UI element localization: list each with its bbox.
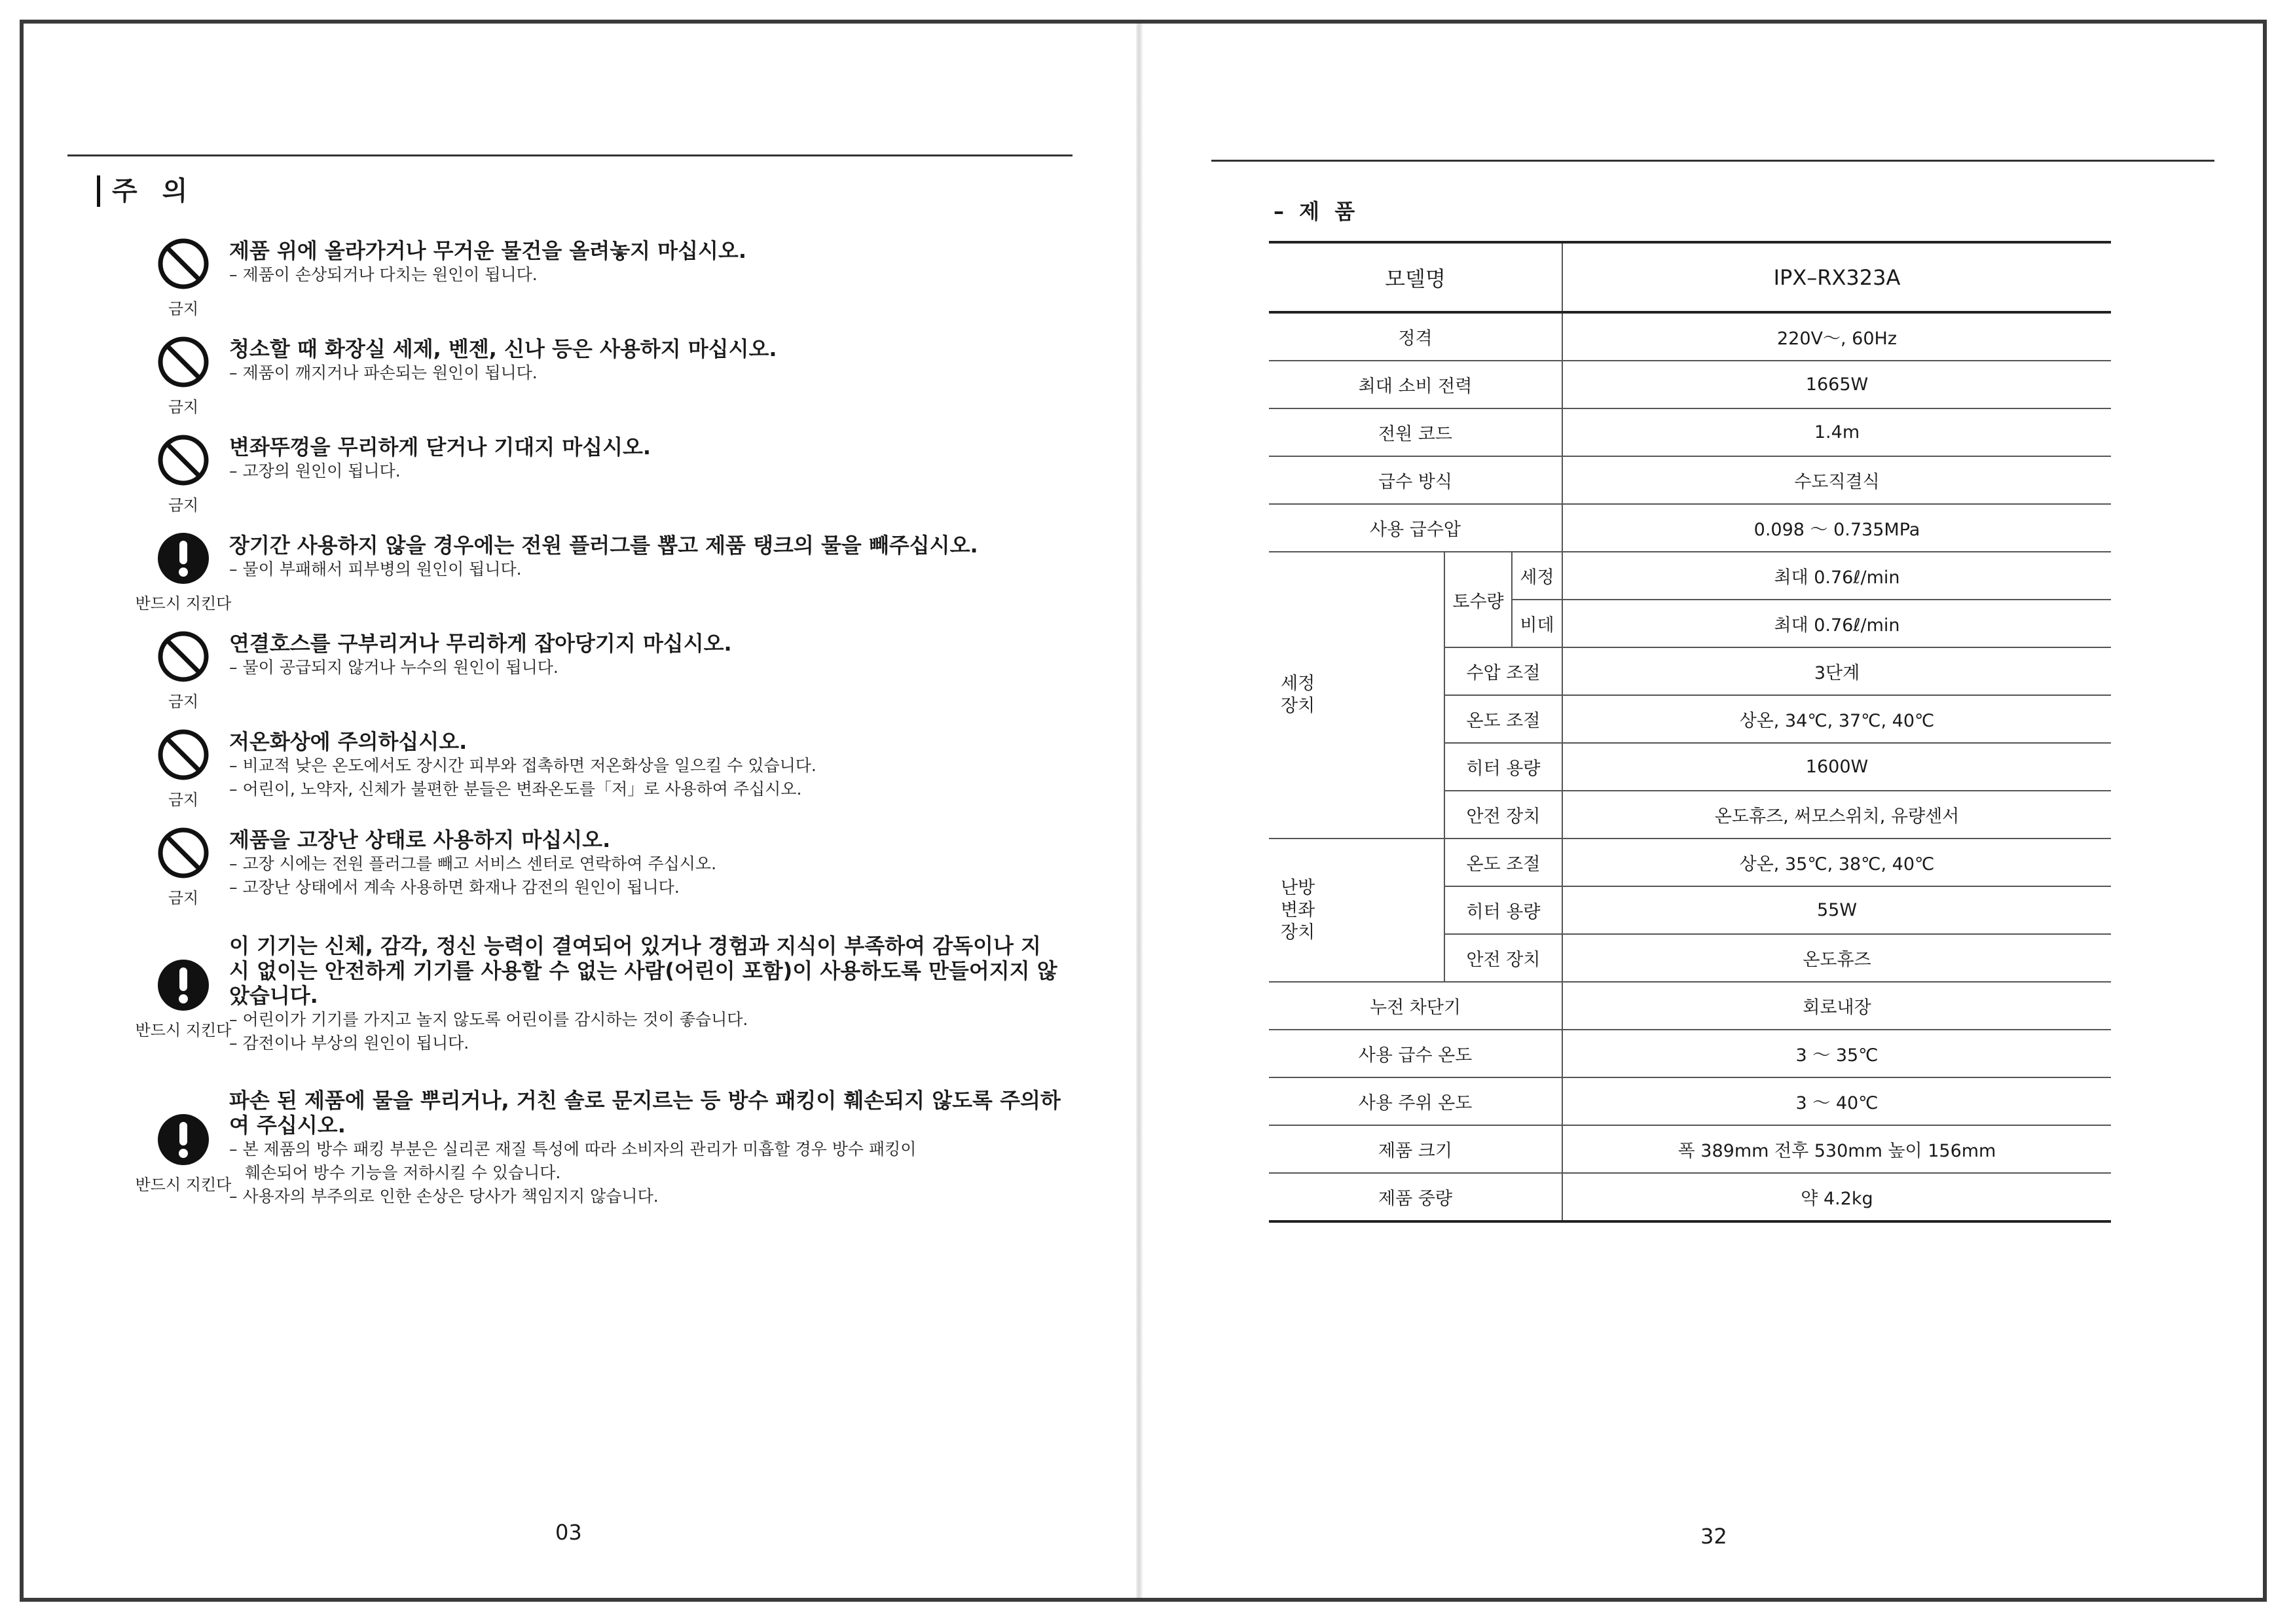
symbol-label: 금지	[168, 889, 199, 907]
left-top-rule	[67, 154, 1073, 156]
warning-detail: – 제품이 깨지거나 파손되는 원인이 됩니다.	[229, 363, 538, 382]
spec-label: 전원 코드	[1269, 408, 1562, 456]
spec-label: 사용 급수 온도	[1269, 1030, 1562, 1077]
spec-label: 안전 장치	[1444, 791, 1562, 839]
table-row	[1269, 839, 2111, 886]
prohibited-icon	[131, 433, 236, 487]
warning-heading: 청소할 때 화장실 세제, 벤젠, 신나 등은 사용하지 마십시오.	[229, 336, 777, 361]
spec-label: 사용 주위 온도	[1269, 1077, 1562, 1125]
warning-text	[229, 1088, 1061, 1208]
warning-symbol	[131, 958, 236, 1040]
warning-text	[229, 827, 1061, 899]
spec-label: 수압 조절	[1444, 647, 1562, 695]
spec-label: 히터 용량	[1444, 743, 1562, 791]
warning-text	[229, 336, 1061, 385]
spec-value: 상온, 34℃, 37℃, 40℃	[1562, 695, 2111, 743]
spec-label: 누전 차단기	[1269, 982, 1562, 1030]
warning-heading: 변좌뚜껑을 무리하게 닫거나 기대지 마십시오.	[229, 435, 651, 460]
spec-value: 온도휴즈, 써모스위치, 유량센서	[1562, 791, 2111, 839]
spec-label: 비데	[1512, 600, 1562, 647]
warning-detail: – 감전이나 부상의 원인이 됩니다.	[229, 1034, 469, 1053]
warning-detail: – 물이 부패해서 피부병의 원인이 됩니다.	[229, 560, 522, 579]
warning-text	[229, 631, 1061, 679]
warning-detail: – 물이 공급되지 않거나 누수의 원인이 됩니다.	[229, 658, 559, 677]
warning-detail: – 사용자의 부주의로 인한 손상은 당사가 책임지지 않습니다.	[229, 1187, 659, 1206]
spec-label: 온도 조절	[1444, 839, 1562, 886]
warning-text	[229, 729, 1061, 801]
spec-value: 상온, 35℃, 38℃, 40℃	[1562, 839, 2111, 886]
mandatory-icon	[131, 1113, 236, 1166]
warning-heading: 제품을 고장난 상태로 사용하지 마십시오.	[229, 827, 611, 852]
table-row	[1269, 1173, 2111, 1221]
prohibited-icon	[131, 826, 236, 880]
warning-text	[229, 238, 1061, 287]
table-row	[1269, 361, 2111, 408]
book-spine	[1136, 24, 1143, 1598]
warning-symbol	[131, 1113, 236, 1195]
table-row	[1269, 552, 2111, 600]
spec-label: 급수 방식	[1269, 456, 1562, 504]
table-row	[1269, 1077, 2111, 1125]
warning-heading: 이 기기는 신체, 감각, 정신 능력이 결여되어 있거나 경험과 지식이 부족하여 감독이나 지시 없이는 안전하게 기기를 사용할 수 없는 사람(어린이 포함)이 사용하도록 만들어지지 않았습니다.	[229, 933, 1057, 1008]
model-value: IPX–RX323A	[1562, 242, 2111, 312]
warning-text	[229, 533, 1061, 581]
warning-symbol	[131, 728, 236, 810]
spec-label: 세정	[1512, 552, 1562, 600]
warning-symbol	[131, 532, 236, 613]
spec-label: 안전 장치	[1444, 934, 1562, 982]
symbol-label: 금지	[168, 791, 199, 809]
table-row	[1269, 312, 2111, 361]
table-row	[1269, 504, 2111, 552]
prohibited-icon	[131, 335, 236, 389]
warning-symbol	[131, 237, 236, 319]
wash-device-group	[1269, 552, 1444, 839]
table-row	[1269, 242, 2111, 312]
warning-detail: – 고장 시에는 전원 플러그를 빼고 서비스 센터로 연락하여 주십시오.	[229, 854, 717, 873]
table-row	[1269, 1030, 2111, 1077]
spec-value: 폭 389mm 전후 530mm 높이 156mm	[1562, 1125, 2111, 1173]
symbol-label: 반드시 지킨다	[135, 1176, 232, 1194]
spec-label: 온도 조절	[1444, 695, 1562, 743]
warning-symbol	[131, 630, 236, 712]
warning-detail: – 어린이가 기기를 가지고 놀지 않도록 어린이를 감시하는 것이 좋습니다.	[229, 1010, 748, 1029]
warning-heading: 장기간 사용하지 않을 경우에는 전원 플러그를 뽑고 제품 탱크의 물을 빼주십시오.	[229, 533, 978, 558]
left-page-number: 03	[555, 1520, 582, 1545]
spec-value: 3 〜 40℃	[1562, 1077, 2111, 1125]
seat-device-group-label: 난방 변좌 장치	[1281, 877, 1315, 943]
spec-label: 최대 소비 전력	[1269, 361, 1562, 408]
spec-table	[1269, 241, 2111, 1223]
spec-value: 0.098 〜 0.735MPa	[1562, 504, 2111, 552]
warning-symbol	[131, 433, 236, 515]
caution-title: 주 의	[97, 175, 195, 207]
prohibited-icon	[131, 630, 236, 683]
symbol-label: 금지	[168, 398, 199, 416]
spec-value: 1665W	[1562, 361, 2111, 408]
warning-detail: – 본 제품의 방수 패킹 부분은 실리콘 재질 특성에 따라 소비자의 관리가 미흡할 경우 방수 패킹이	[229, 1140, 917, 1159]
warning-heading: 제품 위에 올라가거나 무거운 물건을 올려놓지 마십시오.	[229, 238, 746, 263]
symbol-label: 반드시 지킨다	[135, 594, 232, 613]
table-row	[1269, 1125, 2111, 1173]
warning-symbol	[131, 335, 236, 417]
symbol-label: 반드시 지킨다	[135, 1021, 232, 1039]
warning-detail: – 비교적 낮은 온도에서도 장시간 피부와 접촉하면 저온화상을 일으킬 수 있습니다.	[229, 756, 816, 775]
spec-label: 제품 크기	[1269, 1125, 1562, 1173]
warning-detail: – 고장의 원인이 됩니다.	[229, 461, 401, 480]
spec-value: 온도휴즈	[1562, 934, 2111, 982]
warning-symbol	[131, 826, 236, 908]
mandatory-icon	[131, 958, 236, 1012]
warning-text	[229, 933, 1061, 1055]
spec-value: 최대 0.76ℓ/min	[1562, 600, 2111, 647]
warning-heading: 저온화상에 주의하십시오.	[229, 729, 468, 754]
discharge-label: 토수량	[1444, 552, 1512, 647]
warning-detail: 훼손되어 방수 기능을 저하시킬 수 있습니다.	[245, 1163, 561, 1182]
right-page-number: 32	[1700, 1524, 1727, 1549]
mandatory-icon	[131, 532, 236, 585]
symbol-label: 금지	[168, 693, 199, 711]
warning-heading: 연결호스를 구부리거나 무리하게 잡아당기지 마십시오.	[229, 631, 732, 656]
spec-value: 1600W	[1562, 743, 2111, 791]
warning-detail: – 제품이 손상되거나 다치는 원인이 됩니다.	[229, 265, 538, 284]
symbol-label: 금지	[168, 496, 199, 514]
right-top-rule	[1211, 160, 2214, 162]
prohibited-icon	[131, 237, 236, 291]
spec-value: 수도직결식	[1562, 456, 2111, 504]
spec-value: 회로내장	[1562, 982, 2111, 1030]
warning-detail: – 어린이, 노약자, 신체가 불편한 분들은 변좌온도를「저」로 사용하여 주십시오.	[229, 780, 802, 799]
seat-device-group	[1269, 839, 1444, 982]
warning-text	[229, 435, 1061, 483]
table-row	[1269, 982, 2111, 1030]
table-row	[1269, 456, 2111, 504]
warning-detail: – 고장난 상태에서 계속 사용하면 화재나 감전의 원인이 됩니다.	[229, 878, 680, 897]
warning-heading: 파손 된 제품에 물을 뿌리거나, 거친 솔로 문지르는 등 방수 패킹이 훼손되지 않도록 주의하여 주십시오.	[229, 1088, 1061, 1138]
spec-value: 3 〜 35℃	[1562, 1030, 2111, 1077]
spec-value: 최대 0.76ℓ/min	[1562, 552, 2111, 600]
spec-label: 정격	[1269, 312, 1562, 361]
spec-label: 제품 중량	[1269, 1173, 1562, 1221]
wash-device-group-label: 세정 장치	[1281, 674, 1315, 716]
spec-value: 약 4.2kg	[1562, 1173, 2111, 1221]
spec-value: 3단계	[1562, 647, 2111, 695]
spec-value: 55W	[1562, 886, 2111, 934]
prohibited-icon	[131, 728, 236, 782]
table-row	[1269, 408, 2111, 456]
symbol-label: 금지	[168, 300, 199, 318]
spec-label: 사용 급수압	[1269, 504, 1562, 552]
spec-label: 히터 용량	[1444, 886, 1562, 934]
spec-value: 1.4m	[1562, 408, 2111, 456]
spec-section-label: – 제 품	[1274, 199, 1359, 224]
model-header: 모델명	[1269, 242, 1562, 312]
spec-value: 220V〜, 60Hz	[1562, 312, 2111, 361]
